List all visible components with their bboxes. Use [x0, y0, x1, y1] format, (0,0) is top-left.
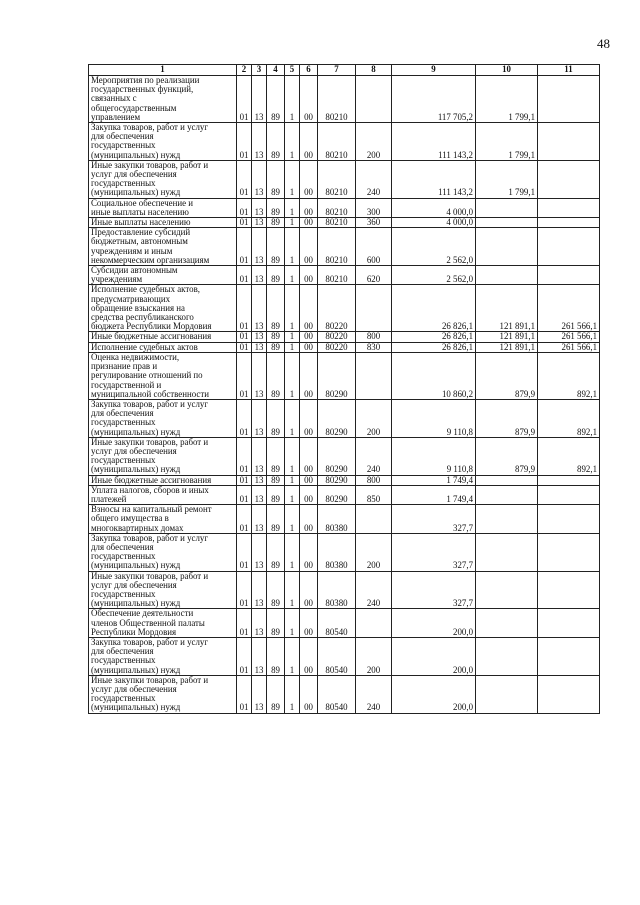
- column-header: 9: [392, 65, 476, 76]
- cell-group: 00: [300, 675, 318, 713]
- cell-razdel: 01: [237, 637, 252, 675]
- cell-amount-col9: 327,7: [392, 505, 476, 534]
- cell-program: 89: [267, 266, 285, 285]
- cell-expense-type: [356, 352, 392, 399]
- column-header: 2: [237, 65, 252, 76]
- cell-group: 00: [300, 342, 318, 352]
- cell-podrazdel: 13: [252, 675, 267, 713]
- cell-razdel: 01: [237, 609, 252, 638]
- cell-subprogram: 1: [285, 437, 300, 475]
- table-row: [89, 332, 600, 342]
- cell-razdel: 01: [237, 437, 252, 475]
- table-body: [89, 76, 600, 714]
- cell-expense-type: 200: [356, 533, 392, 571]
- cell-program: 89: [267, 437, 285, 475]
- cell-program: 89: [267, 533, 285, 571]
- cell-subprogram: 1: [285, 266, 300, 285]
- cell-amount-col10: 879,9: [476, 352, 538, 399]
- cell-amount-col9: 2 562,0: [392, 266, 476, 285]
- table-row: [89, 352, 600, 399]
- cell-target-code: 80210: [318, 76, 356, 123]
- cell-podrazdel: 13: [252, 285, 267, 332]
- cell-amount-col10: [476, 571, 538, 609]
- row-name-cell: Взносы на капитальный ремонт общего имущества в многоквартирных домах: [89, 505, 237, 534]
- cell-amount-col10: [476, 228, 538, 266]
- cell-target-code: 80290: [318, 485, 356, 504]
- cell-subprogram: 1: [285, 637, 300, 675]
- cell-podrazdel: 13: [252, 399, 267, 437]
- cell-program: 89: [267, 228, 285, 266]
- cell-razdel: 01: [237, 285, 252, 332]
- cell-expense-type: 200: [356, 123, 392, 161]
- cell-podrazdel: 13: [252, 76, 267, 123]
- cell-group: 00: [300, 533, 318, 571]
- cell-program: 89: [267, 332, 285, 342]
- cell-target-code: 80290: [318, 399, 356, 437]
- cell-amount-col11: [538, 505, 600, 534]
- cell-subprogram: 1: [285, 675, 300, 713]
- cell-razdel: 01: [237, 475, 252, 485]
- cell-subprogram: 1: [285, 123, 300, 161]
- cell-group: 00: [300, 475, 318, 485]
- cell-amount-col10: [476, 637, 538, 675]
- cell-expense-type: 600: [356, 228, 392, 266]
- cell-amount-col9: 9 110,8: [392, 437, 476, 475]
- cell-target-code: 80210: [318, 228, 356, 266]
- cell-amount-col11: [538, 533, 600, 571]
- row-name-cell: Мероприятия по реализации государственных функций, связанных с общегосударственным управлением: [89, 76, 237, 123]
- cell-razdel: 01: [237, 228, 252, 266]
- cell-group: 00: [300, 637, 318, 675]
- cell-amount-col11: [538, 266, 600, 285]
- cell-expense-type: [356, 505, 392, 534]
- cell-razdel: 01: [237, 123, 252, 161]
- cell-amount-col11: 892,1: [538, 437, 600, 475]
- cell-podrazdel: 13: [252, 571, 267, 609]
- cell-subprogram: 1: [285, 505, 300, 534]
- table-row: [89, 285, 600, 332]
- row-name-cell: Иные закупки товаров, работ и услуг для обеспечения государственных (муниципальных) нужд: [89, 571, 237, 609]
- cell-group: 00: [300, 571, 318, 609]
- cell-amount-col10: 121 891,1: [476, 342, 538, 352]
- cell-subprogram: 1: [285, 218, 300, 228]
- cell-amount-col9: 4 000,0: [392, 198, 476, 217]
- cell-podrazdel: 13: [252, 505, 267, 534]
- row-name-cell: Иные бюджетные ассигнования: [89, 332, 237, 342]
- cell-amount-col11: 261 566,1: [538, 342, 600, 352]
- cell-razdel: 01: [237, 571, 252, 609]
- row-name-cell: Оценка недвижимости, признание прав и регулирование отношений по государственной и муниципальной собственности: [89, 352, 237, 399]
- column-header: 8: [356, 65, 392, 76]
- table-row: [89, 485, 600, 504]
- cell-amount-col9: 26 826,1: [392, 342, 476, 352]
- cell-podrazdel: 13: [252, 475, 267, 485]
- cell-subprogram: 1: [285, 228, 300, 266]
- cell-target-code: 80210: [318, 198, 356, 217]
- cell-subprogram: 1: [285, 475, 300, 485]
- cell-target-code: 80220: [318, 285, 356, 332]
- cell-target-code: 80210: [318, 123, 356, 161]
- cell-group: 00: [300, 609, 318, 638]
- table-row: [89, 76, 600, 123]
- cell-amount-col10: 879,9: [476, 437, 538, 475]
- cell-razdel: 01: [237, 342, 252, 352]
- cell-amount-col10: 1 799,1: [476, 160, 538, 198]
- cell-amount-col9: 111 143,2: [392, 123, 476, 161]
- cell-podrazdel: 13: [252, 609, 267, 638]
- cell-target-code: 80540: [318, 675, 356, 713]
- row-name-cell: Закупка товаров, работ и услуг для обеспечения государственных (муниципальных) нужд: [89, 399, 237, 437]
- cell-expense-type: 800: [356, 332, 392, 342]
- row-name-cell: Предоставление субсидий бюджетным, автономным учреждениям и иным некоммерческим организациям: [89, 228, 237, 266]
- table-row: [89, 533, 600, 571]
- row-name-cell: Исполнение судебных актов, предусматривающих обращение взыскания на средства республиканского бюджета Республики Мордовия: [89, 285, 237, 332]
- cell-group: 00: [300, 76, 318, 123]
- table-row: [89, 399, 600, 437]
- cell-program: 89: [267, 285, 285, 332]
- row-name-cell: Социальное обеспечение и иные выплаты населению: [89, 198, 237, 217]
- column-header: 4: [267, 65, 285, 76]
- cell-expense-type: 300: [356, 198, 392, 217]
- row-name-cell: Закупка товаров, работ и услуг для обеспечения государственных (муниципальных) нужд: [89, 637, 237, 675]
- cell-group: 00: [300, 160, 318, 198]
- cell-expense-type: 200: [356, 399, 392, 437]
- row-name-cell: Субсидии автономным учреждениям: [89, 266, 237, 285]
- cell-amount-col11: 261 566,1: [538, 332, 600, 342]
- cell-amount-col11: [538, 609, 600, 638]
- cell-amount-col9: 327,7: [392, 571, 476, 609]
- cell-expense-type: [356, 76, 392, 123]
- cell-amount-col10: 1 799,1: [476, 76, 538, 123]
- cell-amount-col10: 121 891,1: [476, 332, 538, 342]
- cell-podrazdel: 13: [252, 485, 267, 504]
- cell-amount-col10: [476, 475, 538, 485]
- cell-expense-type: 240: [356, 571, 392, 609]
- cell-podrazdel: 13: [252, 637, 267, 675]
- cell-program: 89: [267, 198, 285, 217]
- cell-subprogram: 1: [285, 485, 300, 504]
- cell-amount-col9: 2 562,0: [392, 228, 476, 266]
- cell-subprogram: 1: [285, 198, 300, 217]
- cell-group: 00: [300, 437, 318, 475]
- cell-group: 00: [300, 123, 318, 161]
- table-row: [89, 266, 600, 285]
- cell-amount-col11: 892,1: [538, 352, 600, 399]
- cell-target-code: 80210: [318, 218, 356, 228]
- table-row: [89, 475, 600, 485]
- cell-program: 89: [267, 342, 285, 352]
- cell-amount-col10: [476, 485, 538, 504]
- table-header-row: [89, 65, 600, 76]
- cell-amount-col10: 879,9: [476, 399, 538, 437]
- cell-target-code: 80210: [318, 266, 356, 285]
- cell-amount-col9: 200,0: [392, 609, 476, 638]
- cell-group: 00: [300, 352, 318, 399]
- cell-target-code: 80290: [318, 475, 356, 485]
- cell-expense-type: 200: [356, 637, 392, 675]
- cell-target-code: 80380: [318, 505, 356, 534]
- cell-expense-type: [356, 609, 392, 638]
- cell-amount-col9: 10 860,2: [392, 352, 476, 399]
- column-header: 10: [476, 65, 538, 76]
- cell-amount-col11: [538, 76, 600, 123]
- cell-program: 89: [267, 609, 285, 638]
- cell-subprogram: 1: [285, 342, 300, 352]
- table-row: [89, 160, 600, 198]
- cell-expense-type: 800: [356, 475, 392, 485]
- cell-target-code: 80380: [318, 533, 356, 571]
- table-row: [89, 609, 600, 638]
- cell-razdel: 01: [237, 76, 252, 123]
- cell-razdel: 01: [237, 198, 252, 217]
- cell-program: 89: [267, 485, 285, 504]
- cell-podrazdel: 13: [252, 160, 267, 198]
- cell-target-code: 80220: [318, 342, 356, 352]
- table-row: [89, 571, 600, 609]
- cell-program: 89: [267, 675, 285, 713]
- cell-expense-type: 830: [356, 342, 392, 352]
- cell-expense-type: 360: [356, 218, 392, 228]
- page-number: 48: [597, 36, 610, 51]
- row-name-cell: Иные бюджетные ассигнования: [89, 475, 237, 485]
- column-header: 1: [89, 65, 237, 76]
- cell-target-code: 80290: [318, 352, 356, 399]
- cell-target-code: 80540: [318, 637, 356, 675]
- cell-program: 89: [267, 218, 285, 228]
- cell-podrazdel: 13: [252, 437, 267, 475]
- cell-podrazdel: 13: [252, 123, 267, 161]
- cell-subprogram: 1: [285, 76, 300, 123]
- budget-table: [88, 64, 600, 714]
- table-row: [89, 505, 600, 534]
- column-header: 3: [252, 65, 267, 76]
- cell-podrazdel: 13: [252, 198, 267, 217]
- cell-program: 89: [267, 352, 285, 399]
- cell-amount-col11: 261 566,1: [538, 285, 600, 332]
- table-row: [89, 342, 600, 352]
- cell-expense-type: 850: [356, 485, 392, 504]
- cell-program: 89: [267, 571, 285, 609]
- cell-razdel: 01: [237, 160, 252, 198]
- cell-group: 00: [300, 485, 318, 504]
- cell-group: 00: [300, 228, 318, 266]
- cell-razdel: 01: [237, 332, 252, 342]
- cell-program: 89: [267, 637, 285, 675]
- column-header: 6: [300, 65, 318, 76]
- cell-amount-col9: 1 749,4: [392, 485, 476, 504]
- cell-expense-type: 240: [356, 437, 392, 475]
- cell-amount-col9: 26 826,1: [392, 332, 476, 342]
- cell-podrazdel: 13: [252, 218, 267, 228]
- cell-amount-col11: [538, 485, 600, 504]
- cell-amount-col9: 200,0: [392, 675, 476, 713]
- cell-amount-col9: 9 110,8: [392, 399, 476, 437]
- cell-amount-col11: [538, 571, 600, 609]
- cell-razdel: 01: [237, 266, 252, 285]
- cell-subprogram: 1: [285, 285, 300, 332]
- cell-podrazdel: 13: [252, 342, 267, 352]
- column-header: 5: [285, 65, 300, 76]
- cell-group: 00: [300, 285, 318, 332]
- cell-group: 00: [300, 218, 318, 228]
- cell-program: 89: [267, 475, 285, 485]
- row-name-cell: Иные закупки товаров, работ и услуг для обеспечения государственных (муниципальных) нужд: [89, 437, 237, 475]
- cell-podrazdel: 13: [252, 332, 267, 342]
- cell-razdel: 01: [237, 218, 252, 228]
- cell-group: 00: [300, 198, 318, 217]
- cell-amount-col11: [538, 228, 600, 266]
- cell-podrazdel: 13: [252, 228, 267, 266]
- cell-group: 00: [300, 266, 318, 285]
- cell-amount-col9: 4 000,0: [392, 218, 476, 228]
- cell-subprogram: 1: [285, 332, 300, 342]
- cell-program: 89: [267, 123, 285, 161]
- cell-group: 00: [300, 505, 318, 534]
- table-row: [89, 123, 600, 161]
- cell-group: 00: [300, 399, 318, 437]
- cell-amount-col9: 200,0: [392, 637, 476, 675]
- table-row: [89, 637, 600, 675]
- column-header: 11: [538, 65, 600, 76]
- cell-subprogram: 1: [285, 399, 300, 437]
- cell-razdel: 01: [237, 352, 252, 399]
- cell-razdel: 01: [237, 533, 252, 571]
- cell-expense-type: 240: [356, 675, 392, 713]
- cell-subprogram: 1: [285, 533, 300, 571]
- cell-target-code: 80540: [318, 609, 356, 638]
- cell-amount-col10: [476, 533, 538, 571]
- table-row: [89, 437, 600, 475]
- cell-amount-col10: 121 891,1: [476, 285, 538, 332]
- cell-amount-col11: [538, 198, 600, 217]
- cell-podrazdel: 13: [252, 533, 267, 571]
- cell-subprogram: 1: [285, 160, 300, 198]
- cell-amount-col11: [538, 675, 600, 713]
- cell-expense-type: [356, 285, 392, 332]
- table-row: [89, 228, 600, 266]
- cell-subprogram: 1: [285, 571, 300, 609]
- cell-program: 89: [267, 399, 285, 437]
- cell-program: 89: [267, 76, 285, 123]
- cell-amount-col11: [538, 475, 600, 485]
- row-name-cell: Закупка товаров, работ и услуг для обеспечения государственных (муниципальных) нужд: [89, 533, 237, 571]
- cell-razdel: 01: [237, 505, 252, 534]
- cell-amount-col11: [538, 160, 600, 198]
- row-name-cell: Иные закупки товаров, работ и услуг для обеспечения государственных (муниципальных) нужд: [89, 160, 237, 198]
- cell-target-code: 80220: [318, 332, 356, 342]
- cell-amount-col10: [476, 266, 538, 285]
- row-name-cell: Иные закупки товаров, работ и услуг для обеспечения государственных (муниципальных) нужд: [89, 675, 237, 713]
- row-name-cell: Уплата налогов, сборов и иных платежей: [89, 485, 237, 504]
- cell-amount-col11: 892,1: [538, 399, 600, 437]
- cell-amount-col9: 1 749,4: [392, 475, 476, 485]
- cell-razdel: 01: [237, 399, 252, 437]
- row-name-cell: Обеспечение деятельности членов Общественной палаты Республики Мордовия: [89, 609, 237, 638]
- cell-subprogram: 1: [285, 609, 300, 638]
- cell-target-code: 80210: [318, 160, 356, 198]
- cell-amount-col9: 26 826,1: [392, 285, 476, 332]
- cell-amount-col10: 1 799,1: [476, 123, 538, 161]
- cell-target-code: 80290: [318, 437, 356, 475]
- cell-razdel: 01: [237, 675, 252, 713]
- cell-amount-col10: [476, 505, 538, 534]
- cell-program: 89: [267, 505, 285, 534]
- cell-amount-col11: [538, 218, 600, 228]
- row-name-cell: Иные выплаты населению: [89, 218, 237, 228]
- cell-amount-col10: [476, 675, 538, 713]
- cell-podrazdel: 13: [252, 352, 267, 399]
- cell-group: 00: [300, 332, 318, 342]
- cell-amount-col9: 327,7: [392, 533, 476, 571]
- cell-podrazdel: 13: [252, 266, 267, 285]
- cell-amount-col9: 117 705,2: [392, 76, 476, 123]
- table-row: [89, 198, 600, 217]
- cell-target-code: 80380: [318, 571, 356, 609]
- cell-amount-col11: [538, 123, 600, 161]
- cell-razdel: 01: [237, 485, 252, 504]
- cell-amount-col10: [476, 609, 538, 638]
- cell-program: 89: [267, 160, 285, 198]
- table-row: [89, 218, 600, 228]
- row-name-cell: Исполнение судебных актов: [89, 342, 237, 352]
- row-name-cell: Закупка товаров, работ и услуг для обеспечения государственных (муниципальных) нужд: [89, 123, 237, 161]
- cell-amount-col11: [538, 637, 600, 675]
- table-row: [89, 675, 600, 713]
- cell-amount-col10: [476, 198, 538, 217]
- cell-expense-type: 240: [356, 160, 392, 198]
- cell-subprogram: 1: [285, 352, 300, 399]
- cell-amount-col9: 111 143,2: [392, 160, 476, 198]
- cell-expense-type: 620: [356, 266, 392, 285]
- column-header: 7: [318, 65, 356, 76]
- cell-amount-col10: [476, 218, 538, 228]
